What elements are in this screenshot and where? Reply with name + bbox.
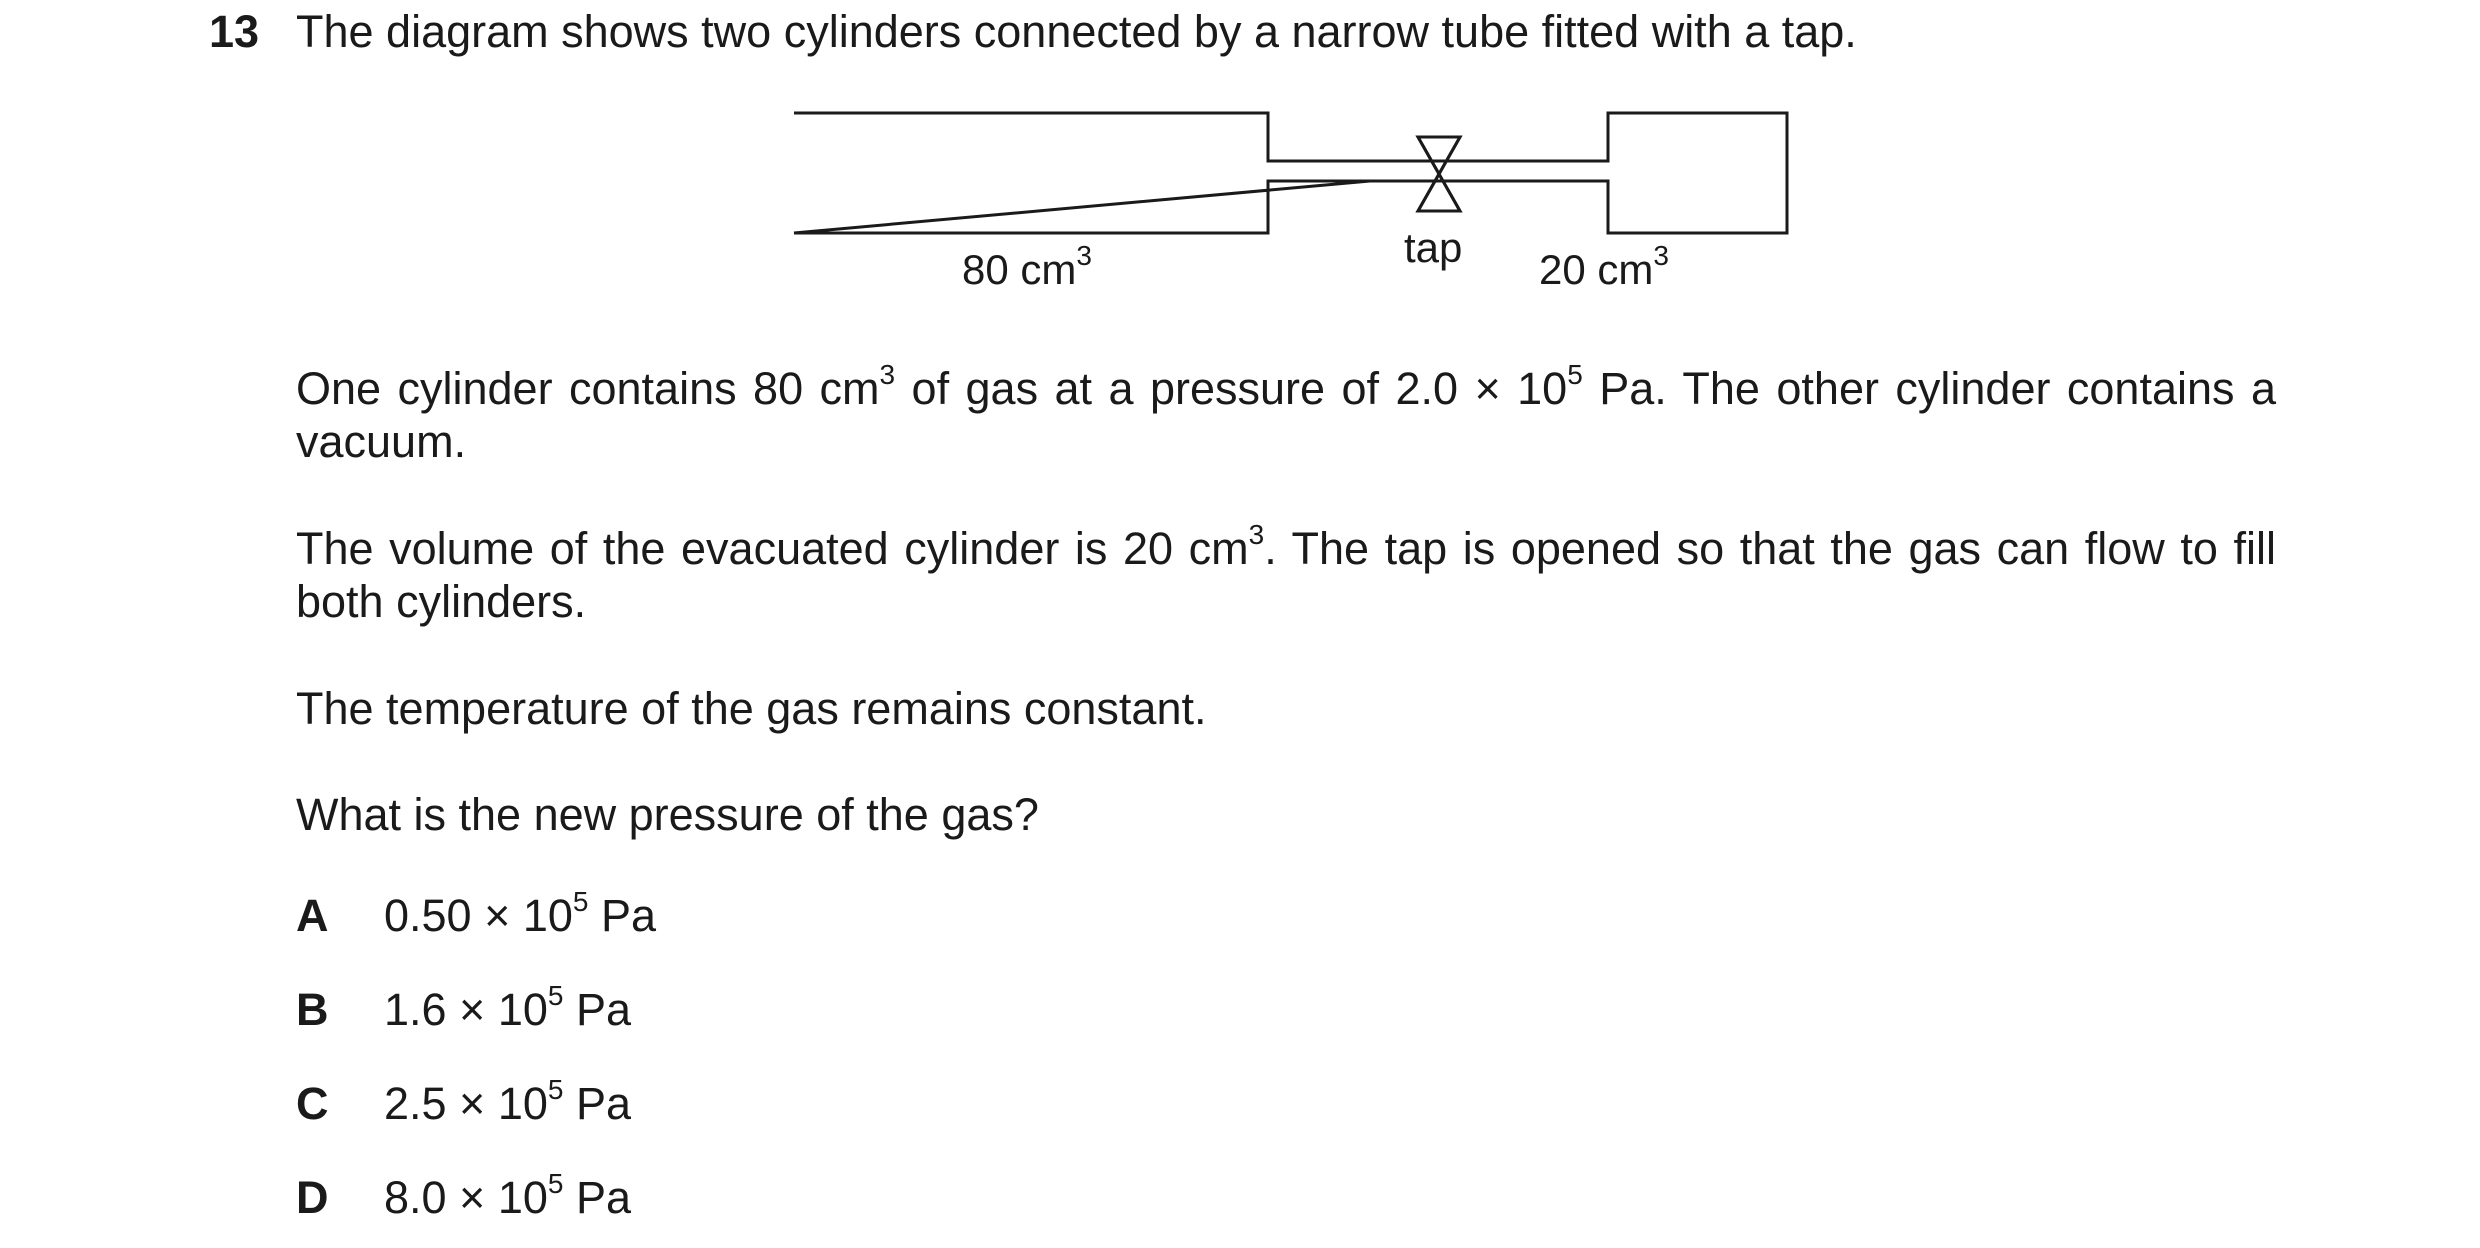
option-letter: C (296, 1078, 329, 1129)
option-d[interactable]: D $8.0 \times 10^5$ Pa (296, 1168, 632, 1223)
paragraph-line: What is the new pressure of the gas? (296, 789, 1039, 840)
option-c[interactable]: C $2.5 \times 10^5$ Pa (296, 1074, 632, 1129)
question-prompt (296, 788, 2276, 841)
paragraph-temperature (296, 682, 2276, 735)
paragraph-gas-pressure (296, 359, 2276, 468)
paragraph-line: One cylinder contains 80 $cm^3$ of gas at a pressure of $2.0 \times 10^5$ Pa. The other cylinder contains a (296, 359, 2276, 414)
paragraph-line: both cylinders. (296, 576, 587, 627)
right-cylinder (1509, 113, 1787, 233)
option-letter: B (296, 984, 329, 1035)
paragraph-line: The volume of the evacuated cylinder is 20 $cm^3$. The tap is opened so that the gas can flow to fill (296, 519, 2276, 574)
paragraph-line: The temperature of the gas remains constant. (296, 683, 1207, 734)
option-value: 8.0 × 10 (384, 1172, 548, 1223)
option-value: 1.6 × 10 (384, 984, 548, 1035)
left-cylinder (794, 113, 1370, 233)
question-stem: The diagram shows two cylinders connected by a narrow tube fitted with a tap. (296, 6, 1857, 57)
left-volume-label: 80 $cm^3$ (962, 240, 1092, 293)
option-value: 0.50 × 10 (384, 890, 573, 941)
tap-label: tap (1404, 224, 1463, 271)
question-number: 13 (209, 6, 260, 57)
paragraph-evacuated-cylinder (296, 519, 2276, 628)
option-letter: A (296, 890, 329, 941)
option-a[interactable]: A $0.50 \times 10^5$ Pa (296, 886, 657, 941)
cylinders-diagram (770, 100, 1730, 310)
right-volume-label: 20 $cm^3$ (1539, 240, 1669, 293)
option-b[interactable]: B $1.6 \times 10^5$ Pa (296, 980, 632, 1035)
option-value: 2.5 × 10 (384, 1078, 548, 1129)
paragraph-line: vacuum. (296, 416, 467, 467)
option-letter: D (296, 1172, 329, 1223)
